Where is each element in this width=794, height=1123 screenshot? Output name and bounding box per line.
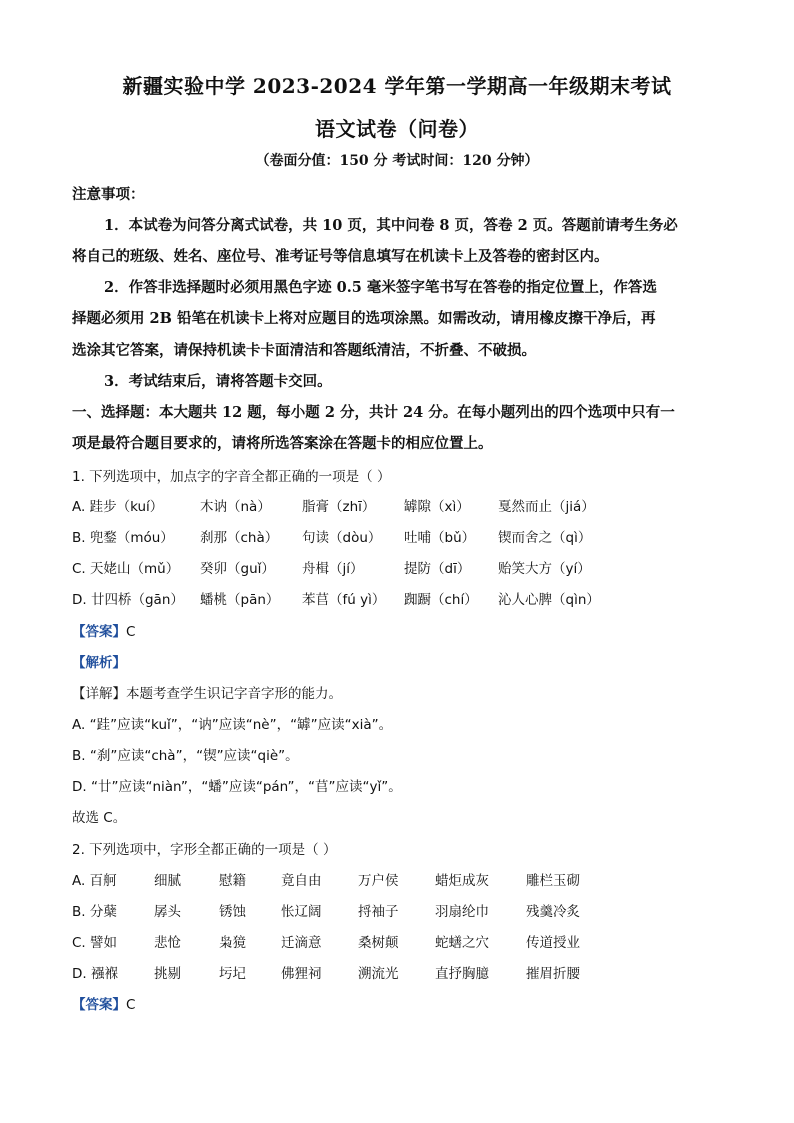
q2-option-a-item: 万户侯 <box>358 873 399 889</box>
q2-option-a-item: 雕栏玉砌 <box>526 873 580 889</box>
q2-option-a-item: 蜡炬成灰 <box>435 873 489 889</box>
detail-text: 本题考查学生识记字音字形的能力。 <box>126 686 342 702</box>
q2-option-c-item: 传道授业 <box>526 935 580 951</box>
q2-option-c-item: 桑树颠 <box>358 935 399 951</box>
answer-value: C <box>126 997 136 1013</box>
q1-option-d-item: D. 廿四桥（gān） <box>72 592 184 608</box>
q2-option-d-item: 溯流光 <box>358 966 399 982</box>
q1-stem: 1. 下列选项中，加点字的字音全都正确的一项是（ ） <box>72 469 391 485</box>
q1-option-a-item: 脂膏（zhī） <box>302 499 376 515</box>
exam-title: 新疆实验中学 2023-2024 学年第一学期高一年级期末考试 <box>122 74 672 98</box>
q2-option-d-item: 挑剔 <box>154 966 181 982</box>
q1-explanation-d: D. “廿”应读“niàn”，“蟠”应读“pán”，“苢”应读“yǐ”。 <box>72 779 402 795</box>
q2-option-c-item: 悲怆 <box>154 935 181 951</box>
q2-option-b-item: B. 分蘖 <box>72 904 117 920</box>
q2-option-a-item: 细腻 <box>154 873 181 889</box>
q2-option-b-item: 怅辽阔 <box>281 904 322 920</box>
q2-option-a-item: A. 百舸 <box>72 873 117 889</box>
answer-tag: 【答案】 <box>72 624 126 640</box>
q2-option-b-item: 孱头 <box>154 904 181 920</box>
q1-explanation-a: A. “跬”应读“kuǐ”，“讷”应读“nè”，“罅”应读“xià”。 <box>72 717 393 733</box>
note-2-line-3: 选涂其它答案，请保持机读卡卡面清洁和答题纸清洁，不折叠、不破损。 <box>72 342 536 359</box>
q1-option-d-item: 沁人心脾（qìn） <box>498 592 600 608</box>
q2-option-b-item: 捋袖子 <box>358 904 399 920</box>
note-1-line-1: 1．本试卷为问答分离式试卷，共 10 页，其中问卷 8 页，答卷 2 页。答题前请考生务必 <box>104 217 678 234</box>
q2-option-a-item: 竟自由 <box>281 873 322 889</box>
section-1-line-1: 一、选择题：本大题共 12 题，每小题 2 分，共计 24 分。在每小题列出的四个选项中只有一 <box>72 404 675 421</box>
q2-option-c-item: 蛇蟮之穴 <box>435 935 489 951</box>
q2-option-a-item: 慰籍 <box>219 873 246 889</box>
q2-option-b-item: 锈蚀 <box>219 904 246 920</box>
q1-option-b-item: 句读（dòu） <box>302 530 382 546</box>
notes-heading: 注意事项： <box>72 186 145 203</box>
q1-option-a-item: 木讷（nà） <box>200 499 271 515</box>
q2-option-d-item: 佛狸祠 <box>281 966 322 982</box>
q2-option-b-item: 羽扇纶巾 <box>435 904 489 920</box>
q1-answer <box>72 620 135 640</box>
answer-tag: 【答案】 <box>72 997 126 1013</box>
q1-option-c-item: 癸卯（guǐ） <box>200 561 275 577</box>
q1-option-b-item: B. 兜鍪（móu） <box>72 530 174 546</box>
q1-option-a-item: A. 跬步（kuí） <box>72 499 164 515</box>
analysis-tag: 【解析】 <box>72 655 126 671</box>
q2-stem: 2. 下列选项中，字形全都正确的一项是（ ） <box>72 842 337 858</box>
q2-option-d-item: 圬圮 <box>219 966 246 982</box>
q2-option-d-item: 摧眉折腰 <box>526 966 580 982</box>
q1-conclusion: 故选 C。 <box>72 810 127 826</box>
q1-option-a-item: 罅隙（xì） <box>404 499 470 515</box>
q1-option-d-item: 苯苢（fú yì） <box>302 592 386 608</box>
q2-option-c-item: 迁滴意 <box>281 935 322 951</box>
q1-detail <box>72 682 342 702</box>
q2-option-b-item: 残羹冷炙 <box>526 904 580 920</box>
q2-option-d-item: D. 襁褓 <box>72 966 118 982</box>
q2-option-c-item: 枭獍 <box>219 935 246 951</box>
q1-option-d-item: 蟠桃（pān） <box>200 592 280 608</box>
detail-tag: 【详解】 <box>72 686 126 702</box>
note-2-line-1: 2．作答非选择题时必须用黑色字迹 0.5 毫米签字笔书写在答卷的指定位置上，作答选 <box>104 279 657 296</box>
q1-option-c-item: 提防（dī） <box>404 561 471 577</box>
answer-value: C <box>126 624 136 640</box>
q1-option-c-item: 贻笑大方（yí） <box>498 561 591 577</box>
q1-option-c-item: C. 天姥山（mǔ） <box>72 561 180 577</box>
note-2-line-2: 择题必须用 2B 铅笔在机读卡上将对应题目的选项涂黑。如需改动，请用橡皮擦干净后，再 <box>72 310 656 327</box>
exam-subtitle: 语文试卷（问卷） <box>315 117 479 141</box>
q1-option-b-item: 刹那（chà） <box>200 530 279 546</box>
q2-answer <box>72 993 135 1013</box>
q1-option-b-item: 锲而舍之（qì） <box>498 530 592 546</box>
section-1-line-2: 项是最符合题目要求的，请将所选答案涂在答题卡的相应位置上。 <box>72 435 493 452</box>
q1-option-b-item: 吐哺（bǔ） <box>404 530 476 546</box>
q1-analysis <box>72 651 126 671</box>
exam-meta: （卷面分值：150 分 考试时间：120 分钟） <box>255 153 539 169</box>
note-1-line-2: 将自己的班级、姓名、座位号、准考证号等信息填写在机读卡上及答卷的密封区内。 <box>72 248 609 265</box>
q1-explanation-b: B. “刹”应读“chà”，“锲”应读“qiè”。 <box>72 748 299 764</box>
q2-option-c-item: C. 譬如 <box>72 935 118 951</box>
q2-option-d-item: 直抒胸臆 <box>435 966 489 982</box>
q1-option-c-item: 舟楫（jí） <box>302 561 364 577</box>
q1-option-d-item: 踟蹰（chí） <box>404 592 478 608</box>
note-3: 3．考试结束后，请将答题卡交回。 <box>104 373 332 390</box>
q1-option-a-item: 戛然而止（jiá） <box>498 499 595 515</box>
